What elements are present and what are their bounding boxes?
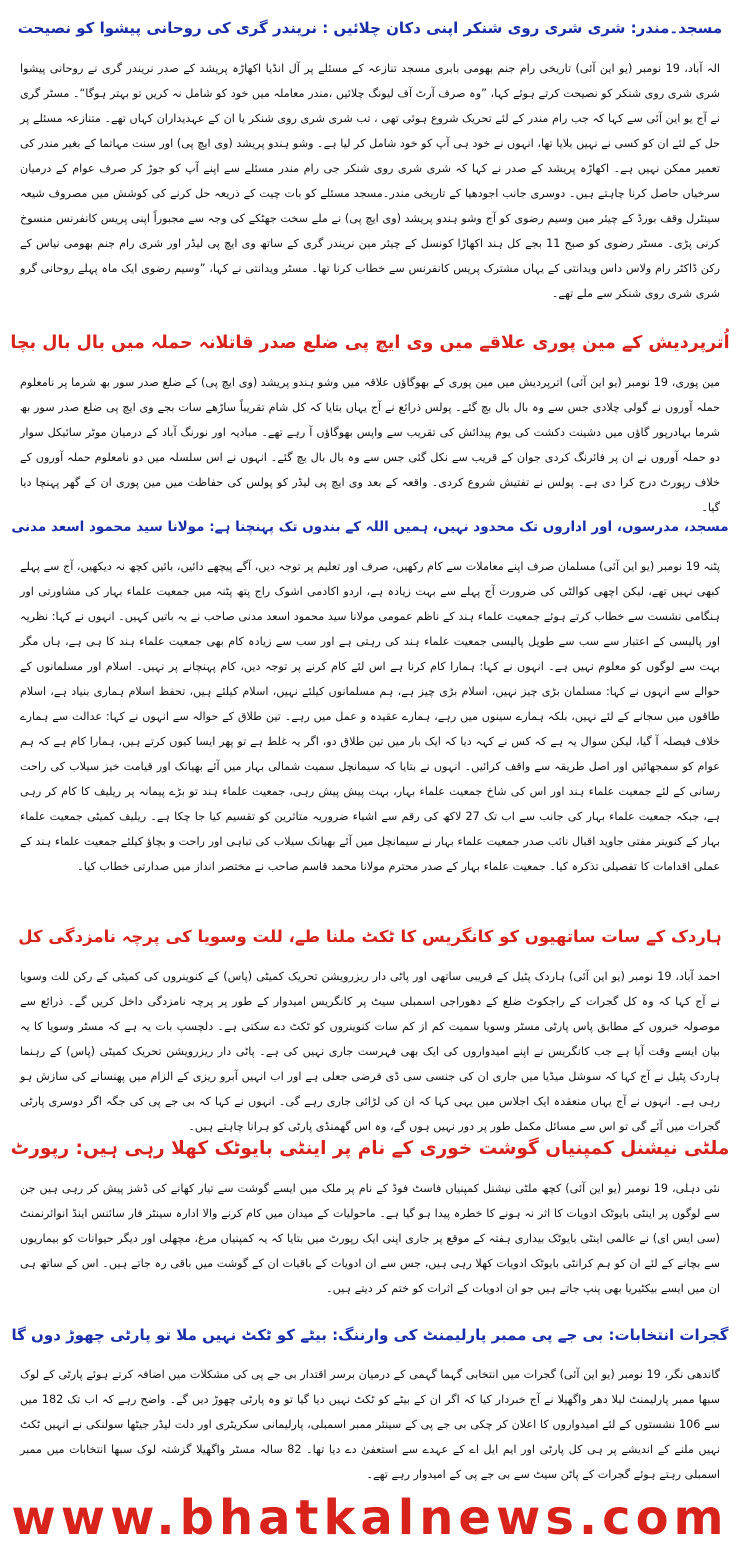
article-4-body: احمد آباد، 19 نومبر (یو این آئی) ہاردک پٹیل کے قریبی ساتھی اور پاٹی دار ریزرویشن تحریک کمیٹی (پاس) کے کنوینروں کی کمیٹی کے رکن للت وسویا نے آج کہا کہ وہ کل گجرات کے راجکوٹ ضلع کے دھوراجی اسمبلی سیٹ پر کانگریس امیدوار کے طور پر پرچہ نامزدگی داخل کریں گے۔ ذرائع سے موصولہ خبروں کے مطابق پاس پارٹی مسٹر وسویا سمیت کم از کم سات کنوینروں کو ٹکٹ دے سکتی ہے۔ دلچسپ بات یہ ہے کہ مسٹر وسویا کا یہ بیان ایسے وقت آیا ہے جب کانگریس نے اپنے امیدواروں کی ایک بھی فہرست جاری نہیں کی ہے۔ پاٹی دار ریزرویشن تحریک کمیٹی (پاس) کے رہنما ہاردک پٹیل نے آج کہا کہ سوشل میڈیا میں جاری ان کی جنسی سی ڈی فرضی جعلی ہے اور اب انہیں آبرو ریزی کے الزام میں پھنسانے کی سازش ہو رہی ہے۔ انہوں نے آج یہاں منعقدہ ایک اجلاس میں یہی کہا کہ ان کی لڑائی جاری رہے گی۔ انہوں نے کہا کہ بی جے پی کی جگہ اگر دوسری پارٹی گجرات میں آئے گی تو اس سے مسائل مکمل طور پر دور نہیں ہوں گے، وہ اس گھمنڈی پارٹی کو ہرانا چاہتے ہیں۔ xyxy=(20,970,720,1133)
article-2-body: مین پوری، 19 نومبر (یو این آئی) اترپردیش میں مین پوری کے بھوگاؤں علاقہ میں وشو ہندو پریشد (وی ایچ پی) کے ضلع صدر سور بھ شرما پر نامعلوم حملہ آوروں نے گولی چلادی جس سے وہ بال بال بچ گئے۔ پولس ذرائع نے آج یہاں بتایا کہ کل شام تقریباً ساڑھے سات بجے وی ایچ پی ضلع صدر سور بھ شرما بہادرپور گاؤں میں دشینت دکشت کی یوم پیدائش کی تقریب سے واپس بھوگاؤں آ رہے تھے۔ مبادیہ اور نورنگ آباد کے درمیان موٹر سائیکل سوار دو حملہ آوروں نے ان پر فائرنگ کردی جوان کے قریب سے نکل گئی جس سے وہ بال بال بچ گئے۔ انہوں نے اس سلسلہ میں دو نامعلوم حملہ آوروں کے خلاف رپورٹ درج کرا دی ہے۔ پولس نے تفتیش شروع کردی۔ واقعہ کے بعد وی ایچ پی لیڈر کو پولس کی حفاظت میں مین پوری ان کے گھر پہنچا دیا گیا۔ xyxy=(20,376,720,514)
article-6-body-wrap xyxy=(0,1362,740,1488)
article-4-headline-wrap xyxy=(10,912,730,962)
article-2-headline: اُترپردیش کے مین پوری علاقے میں وی ایچ پی ضلع صدر قاتلانہ حملہ میں بال بال بچا xyxy=(10,333,730,353)
article-1-headline-wrap xyxy=(10,2,730,54)
article-5-body: نئی دہلی، 19 نومبر (یو این آئی) کچھ ملٹی نیشنل کمپنیاں فاسٹ فوڈ کے نام پر ملک میں ایسے گوشت سے تیار کھانے کی ڈشز پیش کر رہی ہیں جن سے لوگوں پر اینٹی بایوٹک ادویات کا اثر نہ ہونے کا خطرہ پیدا ہو گیا ہے۔ ماحولیات کے میدان میں کام کرنے والا ادارہ سینٹر فار سائنس اینڈ انوائرنمنٹ (سی ایس ای) نے عالمی اینٹی بایوٹک بیداری ہفتہ کے موقع پر جاری اپنی ایک رپورٹ میں بتایا کہ یہ کمپنیاں مرغ، مچھلی اور دیگر حیوانات کو بیماریوں سے بچانے کے لئے ان کو ہم کرانٹی بایوٹک ادویات کھلا رہی ہیں، جس سے ان ادویات کے باقیات ان کے گوشت میں باقی رہ جاتے ہیں۔ اس کے ساتھ ہی ان میں ایسے بیکٹیریا بھی پنپ جاتے ہیں جو ان ادویات کے اثرات کو ختم کر دیتے ہیں۔ xyxy=(20,1182,720,1295)
article-5-headline: ملٹی نیشنل کمپنیاں گوشت خوری کے نام پر اینٹی بایوٹک کھلا رہی ہیں: رپورٹ xyxy=(10,1138,730,1159)
article-1-body: الہ آباد، 19 نومبر (یو این آئی) تاریخی رام جنم بھومی بابری مسجد تنازعہ کے مسئلے پر آل انڈیا اکھاڑہ پریشد کے صدر نریندر گری نے روحانی پیشوا شری شری روی شنکر کو نصیحت کرتے ہوئے کہا، ”وہ صرف آرٹ آف لیونگ چلائیں ،مندر معاملہ میں خود کو شامل نہ کریں تو بہتر ہوگا“۔ مسٹر گری نے آج یو این آئی سے کہا کہ جب رام مندر کے لئے تحریک شروع ہوئی تھی ، تب شری شری روی شنکر یا ان کے عہدیداران کہاں تھے۔ متنازعہ مسئلے پر حل کے لئے ان کو کسی نے نہیں بلایا تھا، انہوں نے خود ہی آپ کو خود شامل کر لیا ہے۔ وشو ہندو پریشد (وی ایچ پی) اور سنت مہاتما کے بغیر مندر کی تعمیر ممکن نہیں ہے۔ اکھاڑہ پریشد کے صدر نے کہا کہ شری شری روی شنکر جی رام مندر مسئلے سے اپنے آپ کو جوڑ کر صرف عوام کے درمیان سرخیاں حاصل کرنا چاہتے ہیں۔ دوسری جانب اجودھیا کے تاریخی مندر۔مسجد مسئلے کو بات چیت کے ذریعہ حل کرنے کی کوشش میں مصروف شیعہ سینٹرل وقف بورڈ کے چیئر مین وسیم رضوی کو آج وشو ہندو پریشد (وی ایچ پی) نے ملے سخت جھٹکے کی وجہ سے مجبوراً اپنی پریس کانفرنس منسوخ کرنی پڑی۔ مسٹر رضوی کو صبح 11 بجے کل ہند اکھاڑا کونسل کے چیئر مین نریندر گری کے ساتھ وی ایچ پی لیڈر اور شری رام جنم بھومی نیاس کے رکن ڈاکٹر رام ولاس داس ویدانتی کے یہاں مشترک پریس کانفرنس سے خطاب کرنا تھا۔ مسٹر ویدانتی نے کہا، ”وسیم رضوی ایک ماہ پہلے روحانی گرو شری شری روی شنکر سے ملے تھے۔ xyxy=(20,62,720,300)
article-3-body-wrap xyxy=(0,554,740,912)
article-5-body-wrap xyxy=(0,1176,740,1308)
article-4-headline: ہاردک کے سات ساتھیوں کو کانگریس کا ٹکٹ ملنا طے، للت وسویا کی پرچہ نامزدگی کل xyxy=(18,927,722,946)
article-3-headline-wrap xyxy=(10,502,730,552)
article-6-headline: گجرات انتخابات: بی جے پی ممبر پارلیمنٹ کی وارننگ: بیٹے کو ٹکٹ نہیں ملا تو پارٹی چھوڑ دوں گا xyxy=(11,1326,729,1344)
article-4-body-wrap xyxy=(0,964,740,1133)
article-1-body-wrap xyxy=(0,56,740,314)
article-6-body: گاندھی نگر، 19 نومبر (یو این آئی) گجرات میں انتخابی گہما گہمی کے درمیان برسر اقتدار بی جے پی کی مشکلات میں اضافہ کرتے ہوئے پارٹی کے لوک سبھا ممبر پارلیمنٹ لیلا دھر واگھیلا نے آج خبردار کیا کہ اگر ان کے بیٹے کو ٹکٹ نہیں دیا گیا تو وہ پارٹی چھوڑ دیں گے۔ واضح رہے کہ اب تک 182 میں سے 106 نشستوں کے لئے امیدواروں کا اعلان کر چکی بی جے پی کے سینئر ممبر اسمبلی، پارلیمانی سکریٹری اور دلت لیڈر جیٹھا سولنکی نے انہیں ٹکٹ نہیں ملنے کے اندیشے پر ہی کل پارٹی اور ایم ایل اے کے عہدے سے استعفیٰ دے دیا تھا۔ 82 سالہ مسٹر واگھیلا گزشتہ لوک سبھا انتخابات میں ممبر اسمبلی رہتے ہوئے گجرات کے پاٹن سیٹ سے بی جے پی کے امیدوار رہے تھے۔ xyxy=(20,1368,720,1481)
article-6-headline-wrap xyxy=(10,1310,730,1360)
article-2-headline-wrap xyxy=(10,318,730,368)
site-footer xyxy=(0,1490,740,1550)
site-url[interactable]: www.bhatkalnews.com xyxy=(11,1490,729,1546)
article-3-headline: مسجد، مدرسوں، اور اداروں تک محدود نہیں، ہمیں اللہ کے بندوں تک پہنچنا ہے: مولانا سید محمود اسعد مدنی xyxy=(11,519,729,535)
article-5-headline-wrap xyxy=(10,1124,730,1174)
article-1-headline: مسجد۔مندر: شری شری روی شنکر اپنی دکان چلائیں : نریندر گری کی روحانی پیشوا کو نصیحت xyxy=(17,19,723,37)
article-2-body-wrap xyxy=(0,370,740,514)
article-3-body: پٹنہ 19 نومبر (یو این آئی) مسلمان صرف اپنے معاملات سے کام رکھیں، صرف اور تعلیم پر توجہ دیں، آگے پیچھے دائیں، بائیں کچھ نہ دیکھیں، آج سے پہلے کبھی نہیں تھے، لیکن اچھی کوالٹی کی ضرورت آج پہلے سے بہت زیادہ ہے، اردو اکادمی اشوک راج پتھ پٹنہ میں جمعیت علماء بہار کی مشاورتی اور ہنگامی نشست سے خطاب کرتے ہوئے جمعیت علماء ہند کے ناظم عمومی مولانا سید محمود اسعد مدنی صاحب نے یہ باتیں کہیں۔ انہوں نے کہا: نظریہ اور پالیسی کے اعتبار سے سب سے طویل پالیسی جمعیت علماء ہند کی رہتی ہے اور سب سے زیادہ کام بھی جمعیت علماء ہند کا ہی ہے، ہاں مگر بہت سے لوگوں کو معلوم نہیں ہے۔ انہوں نے کہا: ہمارا کام کرنا ہے اس لئے کام کرنے پر توجہ دیں، کام پہنچانے پر نہیں۔ اسلام اور مسلمانوں کے حوالے سے انہوں نے کہا: مسلمان بڑی چیز نہیں، اسلام بڑی چیز ہے، ہم مسلمانوں کیلئے نہیں، اسلام کیلئے ہیں، تحفظ اسلام ہماری بنیاد ہے، اسلام طاقوں میں سجانے کے لئے نہیں، بلکہ ہمارے سینوں میں رہے، ہمارے عقیدہ و عمل میں رہے۔ تین طلاق کے حوالہ سے انہوں نے کہا: عدالت سے ہمارے خلاف فیصلہ آ گیا، لیکن سوال یہ ہے کہ کس نے کہہ دیا کہ ایک بار میں تین طلاق دو، اگر یہ غلط ہے تو پھر ایسا کیوں کرتے ہیں، ہمارا کام ہے کہ ہم عوام کو سمجھائیں اور اصل طریقہ سے واقف کرائیں۔ انہوں نے بتایا کہ سیمانچل سمیت شمالی بہار میں آئے بھیانک اور قیامت خیز سیلاب کی راحت رسانی کے لئے جمعیت علماء ہند اور اس کی شاخ جمعیت علماء بہار، بہت پیش پیش رہی، جمعیت علماء ہند تو بڑے پیمانہ پر ریلیف کا کام کر رہی ہے، جبکہ جمعیت علماء بہار کی جانب سے اب تک 27 لاکھ کی رقم سے اشیاء ضروریہ متاثرین کو تقسیم کیا جا چکا ہے۔ ریلیف کمیٹی جمعیت علماء بہار کے کنوینر مفتی جاوید اقبال نائب صدر جمعیت علماء بہار نے سیمانچل میں آئے بھیانک سیلاب کی تباہی اور راحت و بچاؤ کیلئے جمعیت علماء ہند کے عملی اقدامات کا تفصیلی تذکرہ کیا۔ جمعیت علماء بہار کے صدر محترم مولانا محمد قاسم صاحب نے مختصر انداز میں صدارتی خطاب کیا۔ xyxy=(20,560,720,873)
